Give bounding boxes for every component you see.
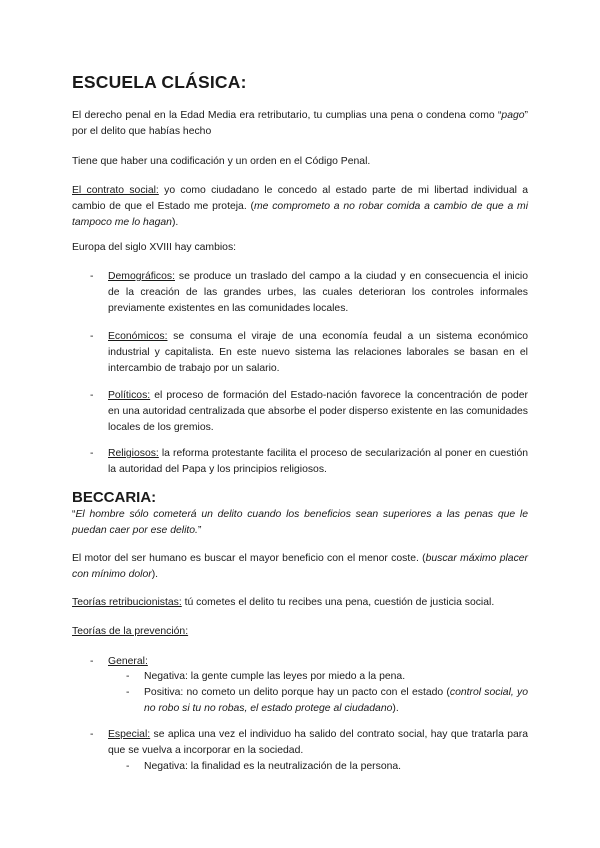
text: se aplica una vez el individuo ha salido del contrato social, hay que tratarla para que se vuelva a incorporar en la sociedad.: [108, 729, 528, 756]
text: Positiva: no cometo un delito porque hay un pacto con el estado (: [144, 687, 450, 698]
quote-mark: “: [497, 110, 502, 121]
term: Teorías retribucionistas:: [72, 597, 182, 608]
text: ).: [392, 703, 399, 714]
sublist-dash: -: [126, 761, 130, 772]
text: la reforma protestante facilita el proceso de secularización al poner en cuestión la autoridad del Papa y los principios religiosos.: [108, 448, 528, 475]
list-dash: -: [90, 448, 94, 459]
list-dash: -: [90, 331, 94, 342]
term: Económicos:: [108, 331, 168, 342]
section-title-beccaria: BECCARIA:: [72, 489, 157, 506]
text: ).: [151, 569, 159, 580]
text: yo como ciudadano le concedo al estado parte de mi libertad individual a cambio de que el Estado me proteja. (: [72, 185, 528, 212]
quote-mark: “: [72, 509, 76, 520]
paragraph-derecho-penal: [72, 108, 528, 140]
list-item-general: General:: [108, 656, 148, 667]
term: Demográficos:: [108, 271, 175, 282]
section-title-escuela-clasica: ESCUELA CLÁSICA:: [72, 72, 247, 92]
paragraph-teorias-retribucionistas: [72, 595, 528, 611]
italic-text: buscar máximo placer con mínimo dolor: [72, 553, 529, 580]
list-dash: -: [90, 729, 94, 740]
paragraph-motor: [72, 551, 528, 583]
list-dash: -: [90, 656, 94, 667]
sublist-item-positiva: [144, 685, 528, 717]
list-dash: -: [90, 271, 94, 282]
list-item-politicos: [108, 388, 528, 436]
list-item-especial: [108, 727, 528, 759]
quote-mark: ”: [197, 525, 202, 536]
text: se produce un traslado del campo a la ciudad y en consecuencia el inicio de la creación de las grandes urbes, las cuales deterioran los controles informales previamente existentes en las comunidades locales.: [108, 271, 528, 314]
paragraph-contrato-social: [72, 183, 528, 231]
text: ” por el delito que habías hecho: [72, 110, 529, 137]
term: Religiosos:: [108, 448, 159, 459]
text: se consuma el viraje de una economía feudal a un sistema económico industrial y capitalista. En este nuevo sistema las relaciones laborales se basan en el intercambio de trabajo por un salario.: [108, 331, 528, 374]
list-item-economicos: [108, 329, 528, 377]
list-item-demograficos: [108, 269, 528, 317]
text: ).: [171, 217, 179, 228]
italic-text: pago: [501, 110, 525, 121]
paragraph-europa: Europa del siglo XVIII hay cambios:: [72, 242, 237, 253]
italic-text: control social, yo no robo si tu no robas, el estado protege al ciudadano: [144, 687, 528, 714]
sublist-dash: -: [126, 687, 130, 698]
text: El derecho penal en la Edad Media era retributario, tu cumplias una pena o condena como: [72, 110, 495, 121]
text: tú cometes el delito tu recibes una pena, cuestión de justicia social.: [181, 597, 495, 608]
term: Especial:: [108, 729, 151, 740]
sublist-dash: -: [126, 671, 130, 682]
list-dash: -: [90, 390, 94, 401]
italic-text: me comprometo a no robar comida a cambio de que a mi tampoco me lo hagan: [72, 201, 529, 228]
sublist-item-negativa: Negativa: la gente cumple las leyes por miedo a la pena.: [144, 671, 406, 682]
beccaria-quote: [72, 507, 528, 539]
italic-text: El hombre sólo cometerá un delito cuando los beneficios sean superiores a las penas que le puedan caer por ese delito.: [72, 509, 528, 536]
term: Políticos:: [108, 390, 151, 401]
term: El contrato social:: [72, 185, 159, 196]
paragraph-codificacion: Tiene que haber una codificación y un orden en el Código Penal.: [72, 156, 371, 167]
paragraph-teorias-prevencion: Teorías de la prevención:: [72, 626, 189, 637]
sublist-item-negativa-especial: Negativa: la finalidad es la neutralización de la persona.: [144, 761, 402, 772]
text: El motor del ser humano es buscar el mayor beneficio con el menor coste. (: [72, 553, 426, 564]
list-item-religiosos: [108, 446, 528, 478]
text: el proceso de formación del Estado-nación favorece la concentración de poder en una autoridad centralizada que absorbe el poder disperso existente en las comunidades locales de los gremios.: [108, 390, 528, 433]
